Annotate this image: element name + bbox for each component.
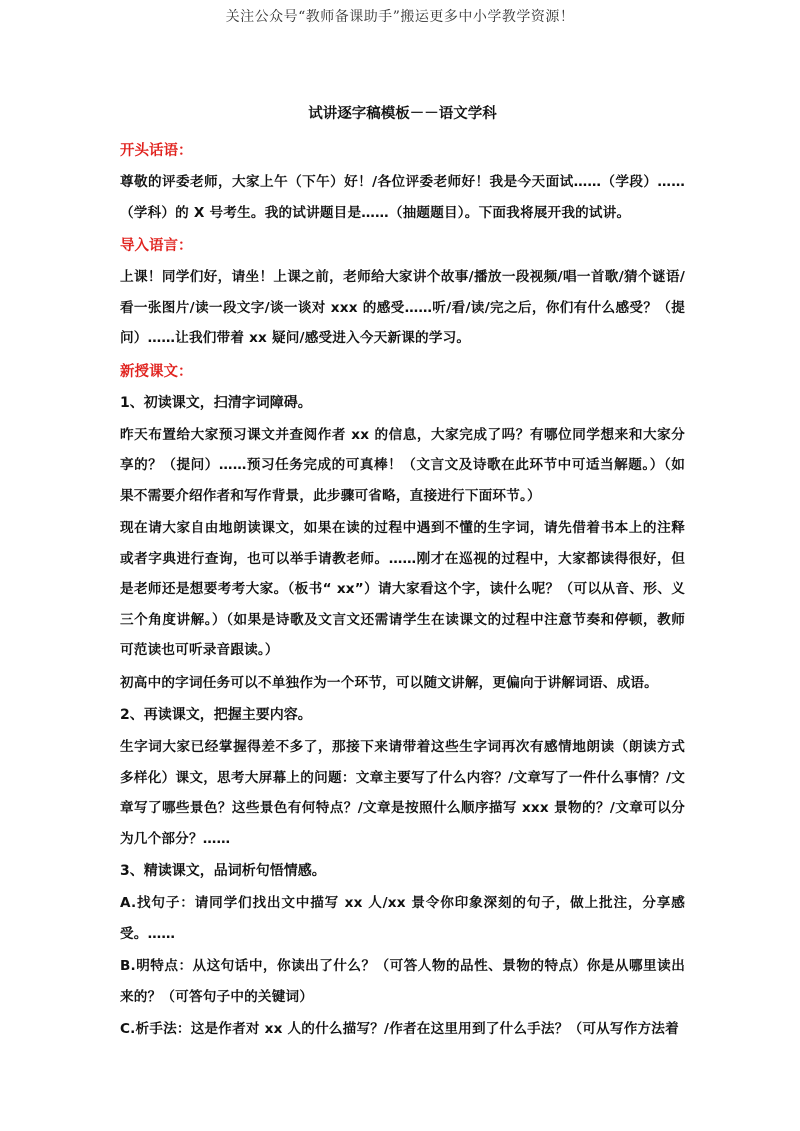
- step1-paragraph-2: 现在请大家自由地朗读课文，如果在读的过程中遇到不懂的生字词，请先借着书本上的注释或者字典进行查询，也可以举手请教老师。……刚才在巡视的过程中，大家都读得很好，但是老师还是想要考考大家。（板书“ xx”）请大家看这个字，读什么呢？（可以从音、形、义三个角度讲解。）（如果是诗歌及文言文还需请学生在读课文的过程中注意节奏和停顿，教师可范读也可听录音跟读。）: [120, 520, 685, 658]
- step2-title: 2、再读课文，把握主要内容。: [120, 707, 312, 723]
- step1-paragraph-3: 初高中的字词任务可以不单独作为一个环节，可以随文讲解，更偏向于讲解词语、成语。: [120, 674, 658, 691]
- opening-heading: 开头话语：: [120, 143, 193, 159]
- step1-title: 1、初读课文，扫清字词障碍。: [120, 394, 312, 411]
- step1-paragraph-1: 昨天布置给大家预习课文并查阅作者 xx 的信息，大家完成了吗？有哪位同学想来和大家分享的？（提问）……预习任务完成的可真棒！（文言文及诗歌在此环节中可适当解题。）（如果不需要介绍作者和写作背景，此步骤可省略，直接进行下面环节。）: [120, 426, 685, 504]
- step3-item-c: C.析手法：这是作者对 xx 人的什么描写？/作者在这里用到了什么手法？（可从写作方法着: [120, 1021, 679, 1037]
- step3-title: 3、精读课文，品词析句悟情感。: [120, 863, 326, 879]
- step3-item-a: A.找句子：请同学们找出文中描写 xx 人/xx 景令你印象深刻的句子，做上批注，分享感受。……: [120, 895, 685, 942]
- intro-heading: 导入语言：: [120, 238, 193, 254]
- new-lesson-heading: 新授课文：: [120, 363, 193, 380]
- intro-paragraph: 上课！同学们好，请坐！上课之前，老师给大家讲个故事/播放一段视频/唱一首歌/猜个谜语/看一张图片/读一段文字/谈一谈对 xxx 的感受……听/看/读/完之后，你们有什么感受？（提问）……让我们带着 xx 疑问/感受进入今天新课的学习。: [120, 269, 685, 346]
- opening-paragraph: 尊敬的评委老师，大家上午（下午）好！/各位评委老师好！我是今天面试……（学段）……（学科）的 X 号考生。我的试讲题目是……（抽题题目）。下面我将展开我的试讲。: [120, 174, 685, 221]
- document-title: 试讲逐字稿模板－－语文学科: [308, 106, 497, 122]
- step3-item-b: B.明特点：从这句话中，你读出了什么？（可答人物的品性、景物的特点）你是从哪里读出来的？（可答句子中的关键词）: [120, 958, 685, 1005]
- step2-paragraph-1: 生字词大家已经掌握得差不多了，那接下来请带着这些生字词再次有感情地朗读（朗读方式多样化）课文，思考大屏幕上的问题：文章主要写了什么内容？/文章写了一件什么事情？/文章写了哪些景色？这些景色有何特点？/文章是按照什么顺序描写 xxx 景物的？/文章可以分为几个部分？……: [120, 739, 685, 847]
- header-note: 关注公众号“教师备课助手”搬运更多中小学教学资源！: [225, 9, 575, 25]
- document-body: [120, 103, 685, 1047]
